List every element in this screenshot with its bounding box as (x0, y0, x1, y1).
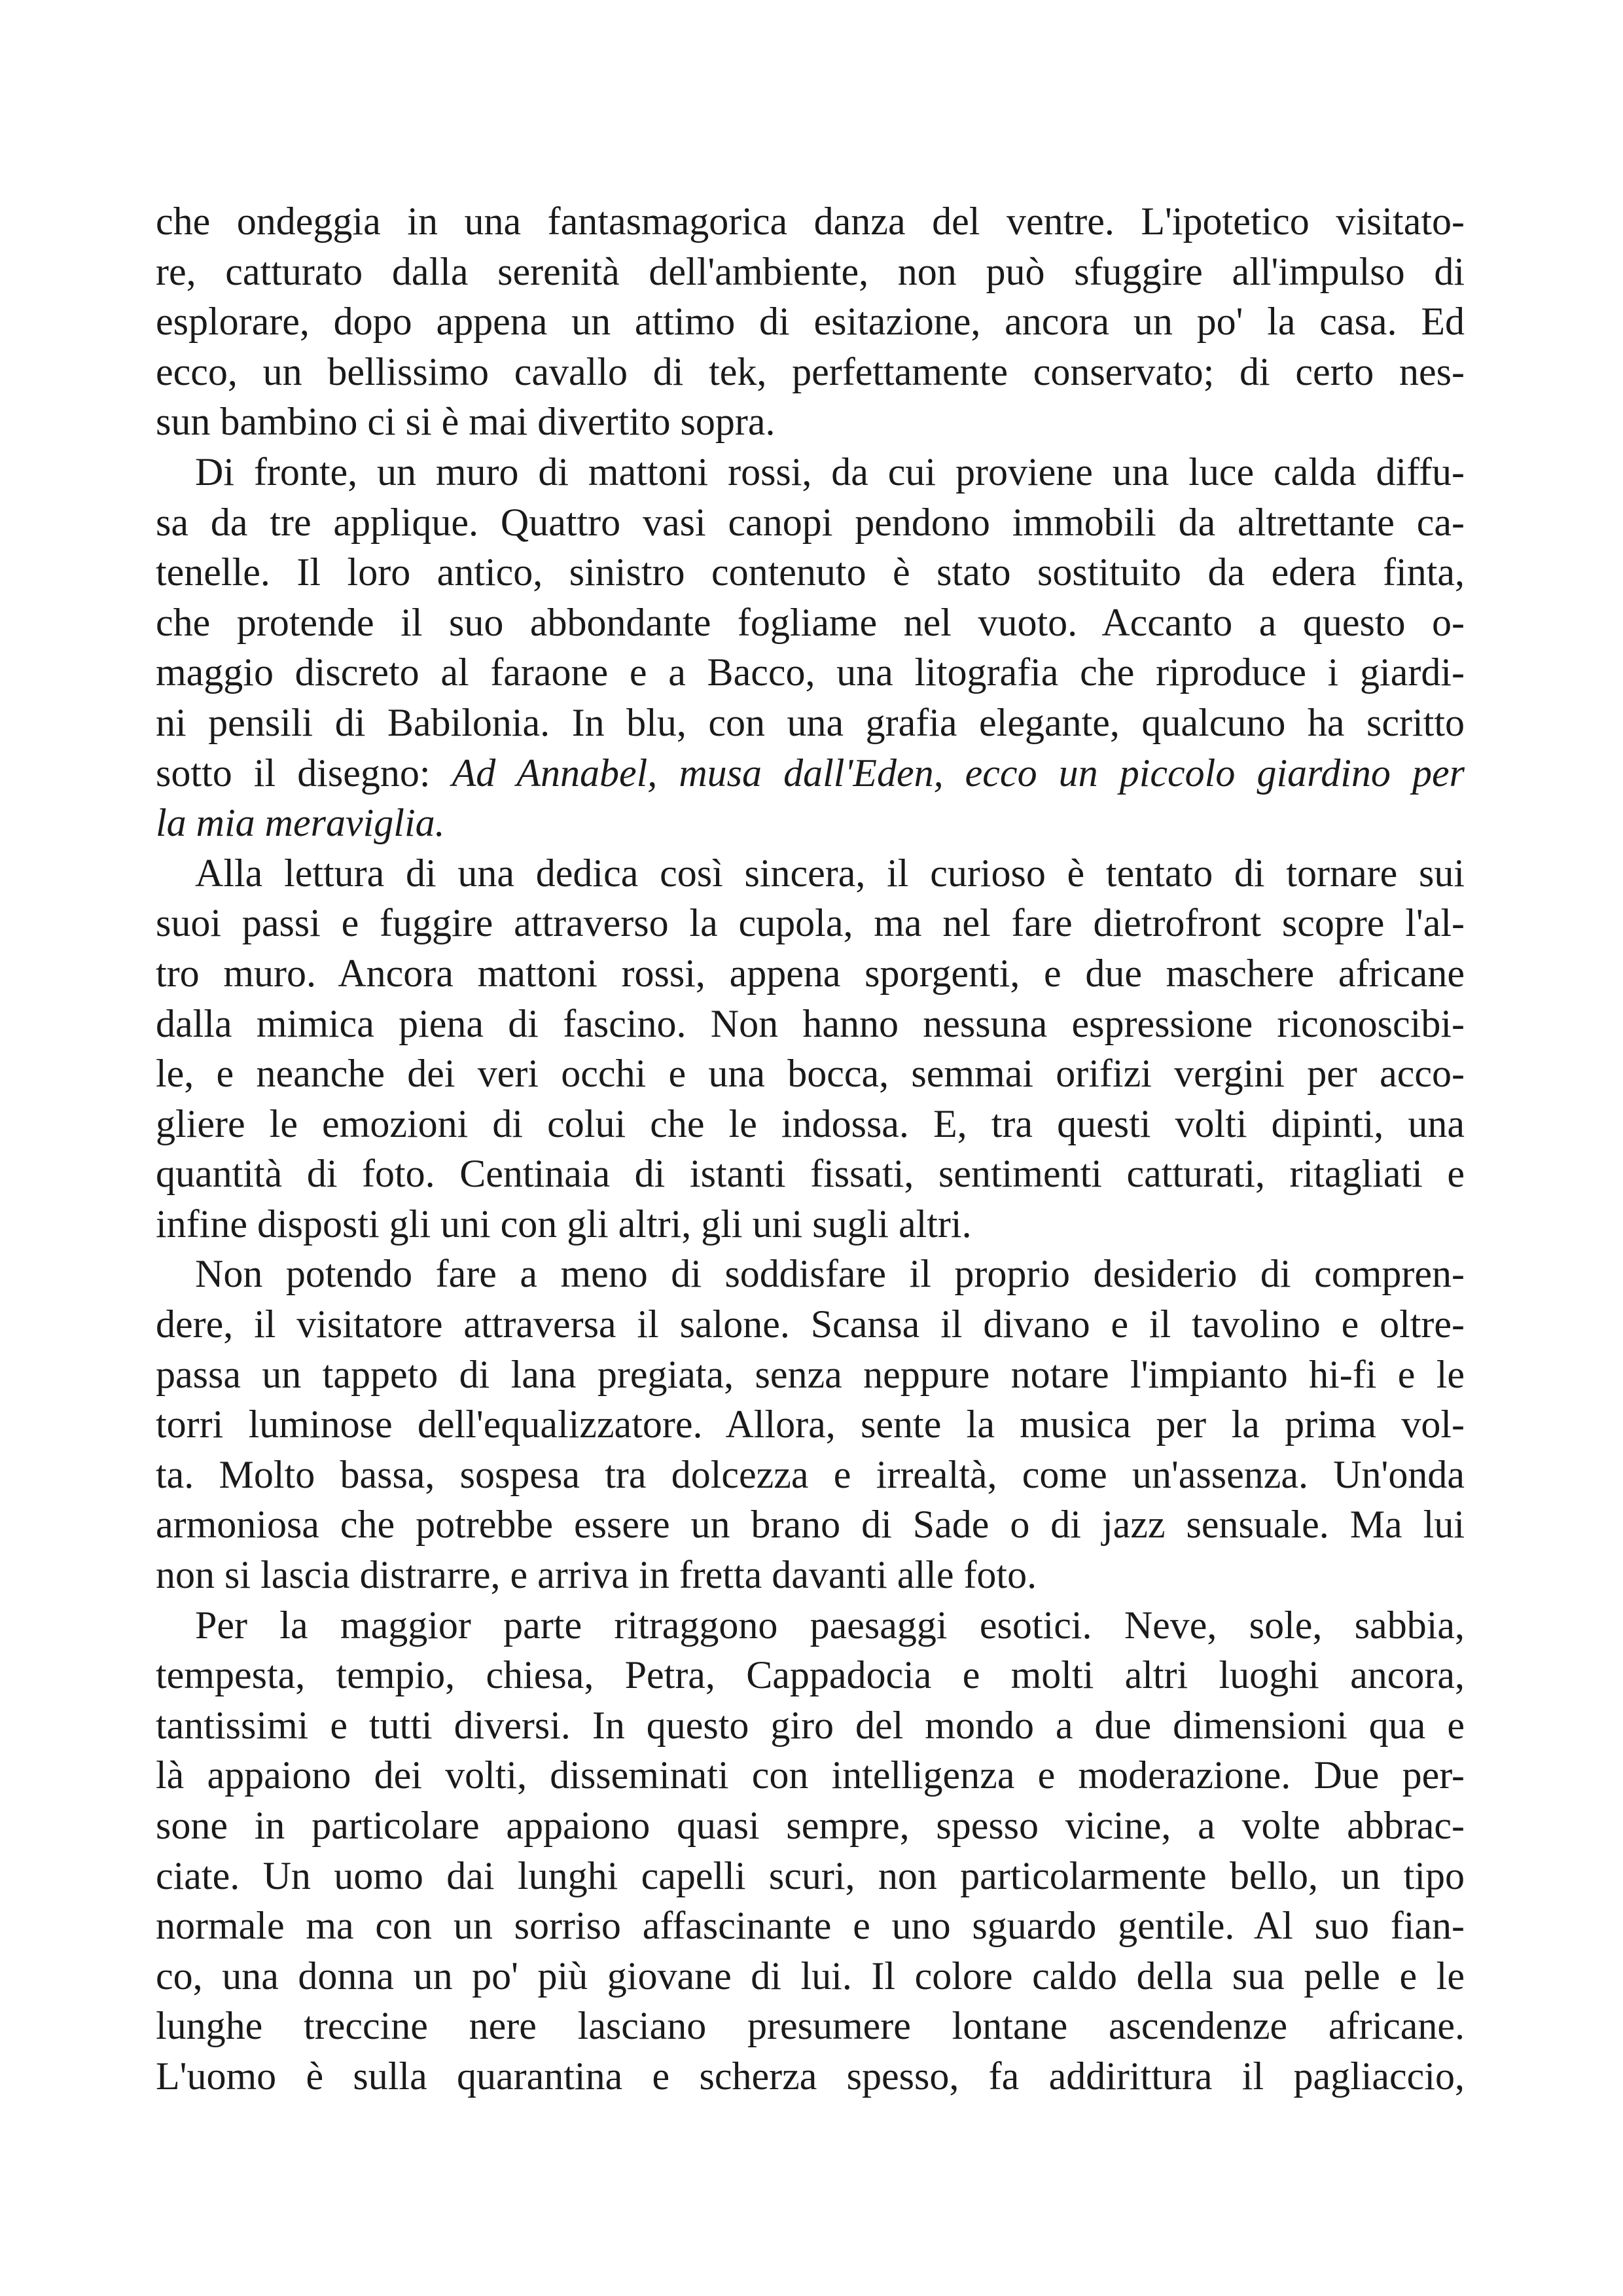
text-line: tro muro. Ancora mattoni rossi, appena sporgenti, e due maschere africane (156, 951, 1465, 995)
text-line: quantità di foto. Centinaia di istanti fissati, sentimenti catturati, ritagliati e (156, 1152, 1465, 1196)
text-line: maggio discreto al faraone e a Bacco, una litografia che riproduce i giardi- (156, 651, 1465, 694)
text-line: sa da tre applique. Quattro vasi canopi pendono immobili da altrettante ca- (156, 500, 1465, 544)
text-line: ta. Molto bassa, sospesa tra dolcezza e irrealtà, come un'assenza. Un'onda (156, 1452, 1465, 1496)
text-line: esplorare, dopo appena un attimo di esitazione, ancora un po' la casa. Ed (156, 300, 1465, 344)
text-line: gliere le emozioni di colui che le indossa. E, tra questi volti dipinti, una (156, 1102, 1465, 1145)
paragraph (156, 196, 1465, 447)
text-line: Per la maggior parte ritraggono paesaggi esotici. Neve, sole, sabbia, (195, 1603, 1465, 1647)
text-line: passa un tappeto di lana pregiata, senza neppure notare l'impianto hi-fi e le (156, 1352, 1465, 1396)
paragraph (156, 848, 1465, 1249)
text-line: torri luminose dell'equalizzatore. Allora, sente la musica per la prima vol- (156, 1403, 1465, 1446)
text-line: normale ma con un sorriso affascinante e uno sguardo gentile. Al suo fian- (156, 1904, 1465, 1948)
text-line: ecco, un bellissimo cavallo di tek, perfettamente conservato; di certo nes- (156, 350, 1465, 393)
text-line: ciate. Un uomo dai lunghi capelli scuri, non particolarmente bello, un tipo (156, 1854, 1465, 1897)
text-line: che ondeggia in una fantasmagorica danza del ventre. L'ipotetico visitato- (156, 200, 1465, 243)
text-line: tantissimi e tutti diversi. In questo giro del mondo a due dimensioni qua e (156, 1703, 1465, 1747)
page-body (156, 196, 1465, 2102)
text-line: suoi passi e fuggire attraverso la cupola, ma nel fare dietrofront scopre l'al- (156, 901, 1465, 945)
text-line: le, e neanche dei veri occhi e una bocca, semmai orifizi vergini per acco- (156, 1052, 1465, 1096)
dedication-italic: Ad Annabel, musa dall'Eden, ecco un piccolo giardino per (452, 751, 1465, 795)
paragraph (156, 1249, 1465, 1600)
text-line: L'uomo è sulla quarantina e scherza spesso, fa addirittura il pagliaccio, (156, 2054, 1465, 2098)
dedication-italic: la mia meraviglia. (156, 801, 445, 845)
text-line: Alla lettura di una dedica così sincera, il curioso è tentato di tornare sui (195, 851, 1465, 895)
text-line: dalla mimica piena di fascino. Non hanno nessuna espressione riconoscibi- (156, 1001, 1465, 1045)
text-line: armoniosa che potrebbe essere un brano di Sade o di jazz sensuale. Ma lui (156, 1503, 1465, 1547)
text-run: sotto il disegno: (156, 751, 452, 795)
text-line: lunghe treccine nere lasciano presumere lontane ascendenze africane. (156, 2004, 1465, 2048)
text-line: Di fronte, un muro di mattoni rossi, da cui proviene una luce calda diffu- (195, 450, 1465, 493)
text-line: là appaiono dei volti, disseminati con intelligenza e moderazione. Due per- (156, 1753, 1465, 1797)
text-line: non si lascia distrarre, e arriva in fretta davanti alle foto. (156, 1553, 1037, 1597)
text-line: che protende il suo abbondante fogliame nel vuoto. Accanto a questo o- (156, 600, 1465, 644)
text-line: re, catturato dalla serenità dell'ambiente, non può sfuggire all'impulso di (156, 249, 1465, 293)
text-line: Non potendo fare a meno di soddisfare il proprio desiderio di compren- (195, 1252, 1465, 1296)
text-line: dere, il visitatore attraversa il salone. Scansa il divano e il tavolino e oltre- (156, 1302, 1465, 1346)
text-line: infine disposti gli uni con gli altri, gli uni sugli altri. (156, 1202, 972, 1246)
text-line (156, 748, 1465, 798)
text-line: co, una donna un po' più giovane di lui. Il colore caldo della sua pelle e le (156, 1954, 1465, 1998)
text-line: sun bambino ci si è mai divertito sopra. (156, 400, 776, 444)
text-line: tenelle. Il loro antico, sinistro contenuto è stato sostituito da edera finta, (156, 550, 1465, 594)
text-line: ni pensili di Babilonia. In blu, con una grafia elegante, qualcuno ha scritto (156, 700, 1465, 744)
paragraph (156, 1600, 1465, 2102)
text-line: sone in particolare appaiono quasi sempre, spesso vicine, a volte abbrac- (156, 1804, 1465, 1847)
paragraph (156, 447, 1465, 848)
text-line: tempesta, tempio, chiesa, Petra, Cappadocia e molti altri luoghi ancora, (156, 1653, 1465, 1697)
